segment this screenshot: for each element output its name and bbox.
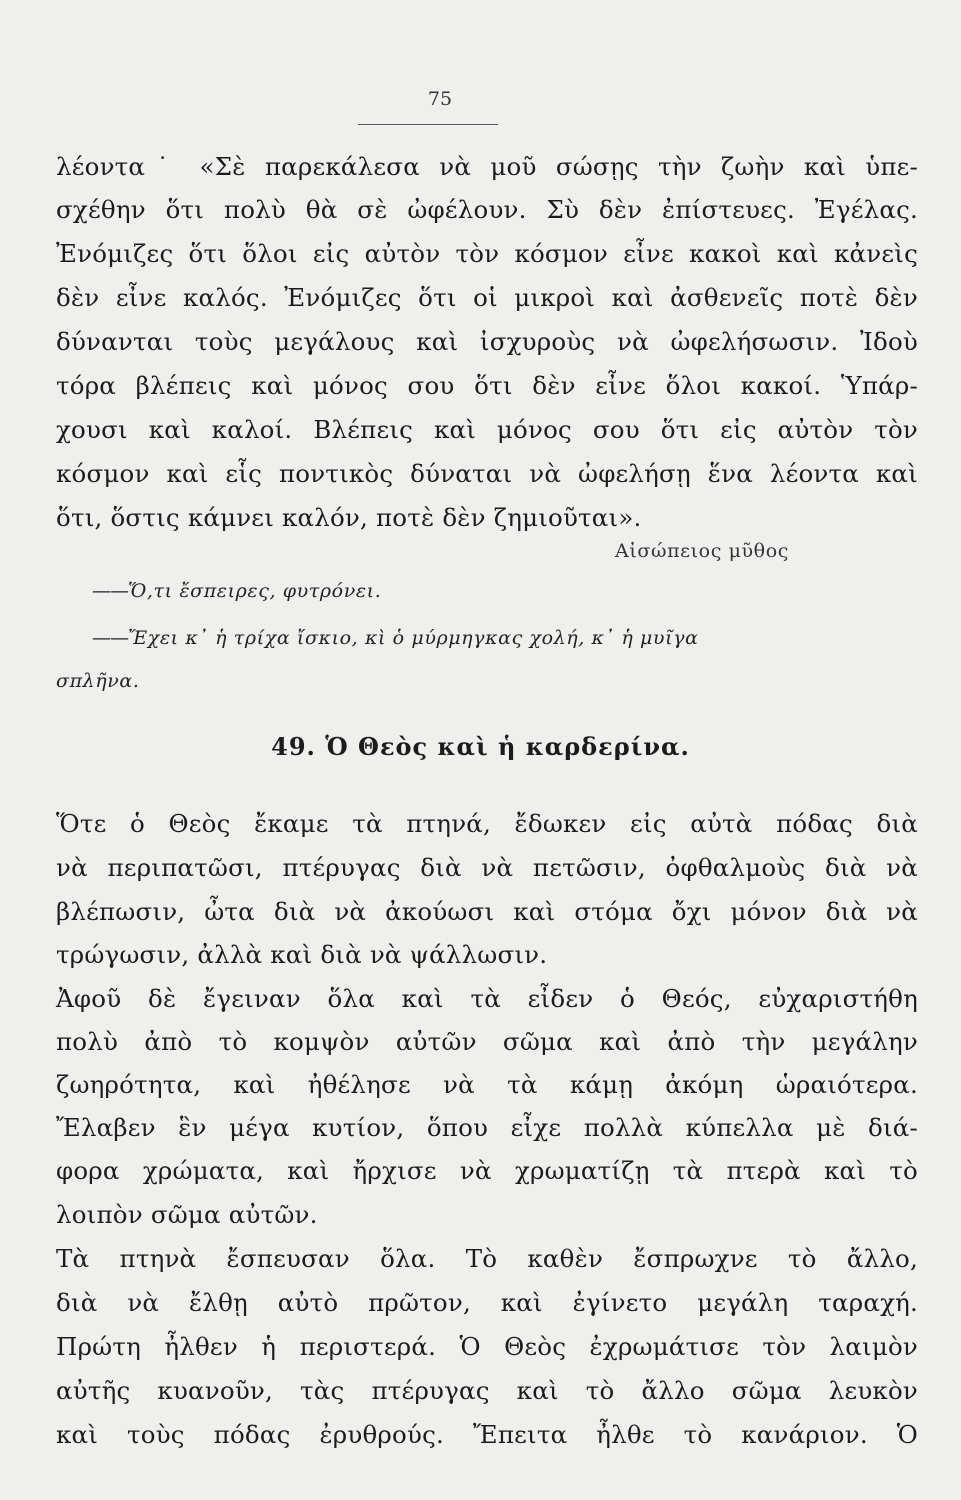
chapter-line: βλέπωσιν, ὦτα διὰ νὰ ἀκούωσι καὶ στόμα ὄχι μόνον διὰ νὰ [56, 897, 918, 926]
fable-line: Ἐνόμιζες ὅτι ὅλοι εἰς αὐτὸν τὸν κόσμον εἶνε κακοὶ καὶ κἀνεὶς [56, 239, 918, 268]
chapter-line: Τὰ πτηνὰ ἔσπευσαν ὅλα. Τὸ καθὲν ἔσπρωχνε τὸ ἄλλο, [56, 1244, 918, 1273]
chapter-line: αὐτῆς κυανοῦν, τὰς πτέρυγας καὶ τὸ ἄλλο σῶμα λευκὸν [56, 1376, 918, 1405]
chapter-line: Ἔλαβεν ἓν μέγα κυτίον, ὅπου εἶχε πολλὰ κύπελλα μὲ διά- [56, 1113, 918, 1142]
em-dash: —— [92, 580, 128, 602]
chapter-line: λοιπὸν σῶμα αὐτῶν. [56, 1200, 318, 1229]
fable-line: δύνανται τοὺς μεγάλους καὶ ἰσχυροὺς νὰ ὠφελήσωσιν. Ἰδοὺ [56, 327, 918, 356]
chapter-line: ζωηρότητα, καὶ ἠθέλησε νὰ τὰ κάμῃ ἀκόμη ὡραιότερα. [56, 1070, 918, 1099]
fable-line: λέοντα˙ «Σὲ παρεκάλεσα νὰ μοῦ σώσῃς τὴν ζωὴν καὶ ὑπε- [56, 152, 918, 181]
chapter-heading: 49. Ὁ Θεὸς καὶ ἡ καρδερίνα. [271, 732, 690, 761]
em-dash: —— [92, 627, 128, 649]
fable-line: δὲν εἶνε καλός. Ἐνόμιζες ὅτι οἱ μικροὶ καὶ ἀσθενεῖς ποτὲ δὲν [56, 283, 918, 312]
page-number: 75 [427, 88, 453, 110]
fable-line: τόρα βλέπεις καὶ μόνος σου ὅτι δὲν εἶνε ὅλοι κακοί. Ὑπάρ- [56, 371, 918, 400]
proverb-second-continuation: σπλῆνα. [56, 670, 140, 692]
proverb-second [92, 627, 918, 649]
fable-attribution: Αἰσώπειος μῦθος [615, 540, 789, 562]
chapter-line: Ὅτε ὁ Θεὸς ἔκαμε τὰ πτηνά, ἔδωκεν εἰς αὐτὰ πόδας διὰ [56, 809, 918, 838]
proverb-first [92, 580, 918, 602]
chapter-line: διὰ νὰ ἔλθῃ αὐτὸ πρῶτον, καὶ ἐγίνετο μεγάλη ταραχή. [56, 1288, 918, 1317]
fable-line: ὅτι, ὅστις κάμνει καλόν, ποτὲ δὲν ζημιοῦται». [56, 503, 642, 532]
fable-line: κόσμον καὶ εἷς ποντικὸς δύναται νὰ ὠφελήσῃ ἕνα λέοντα καὶ [56, 459, 918, 488]
chapter-line: Πρώτη ἦλθεν ἡ περιστερά. Ὁ Θεὸς ἐχρωμάτισε τὸν λαιμὸν [56, 1332, 918, 1361]
fable-line: σχέθην ὅτι πολὺ θὰ σὲ ὠφέλουν. Σὺ δὲν ἐπίστευες. Ἐγέλας. [56, 195, 918, 224]
chapter-line: καὶ τοὺς πόδας ἐρυθρούς. Ἔπειτα ἦλθε τὸ κανάριον. Ὁ [56, 1420, 918, 1449]
chapter-line: πολὺ ἀπὸ τὸ κομψὸν αὐτῶν σῶμα καὶ ἀπὸ τὴν μεγάλην [56, 1027, 918, 1056]
chapter-line: φορα χρώματα, καὶ ἤρχισε νὰ χρωματίζῃ τὰ πτερὰ καὶ τὸ [56, 1156, 918, 1185]
proverb-text: Ἔχει κ᾽ ἡ τρίχα ἴσκιο, κὶ ὁ μύρμηγκας χολή, κ᾽ ἡ μυῖγα [128, 627, 699, 649]
chapter-line: Ἀφοῦ δὲ ἔγειναν ὅλα καὶ τὰ εἶδεν ὁ Θεός, εὐχαριστήθη [56, 984, 918, 1013]
chapter-line: τρώγωσιν, ἀλλὰ καὶ διὰ νὰ ψάλλωσιν. [56, 940, 548, 969]
fable-line: χουσι καὶ καλοί. Βλέπεις καὶ μόνος σου ὅτι εἰς αὐτὸν τὸν [56, 415, 918, 444]
proverb-text: Ὅ,τι ἔσπειρες, φυτρόνει. [128, 580, 382, 602]
chapter-line: νὰ περιπατῶσι, πτέρυγας διὰ νὰ πετῶσιν, ὀφθαλμοὺς διὰ νὰ [56, 853, 918, 882]
page-number-rule [358, 124, 498, 125]
